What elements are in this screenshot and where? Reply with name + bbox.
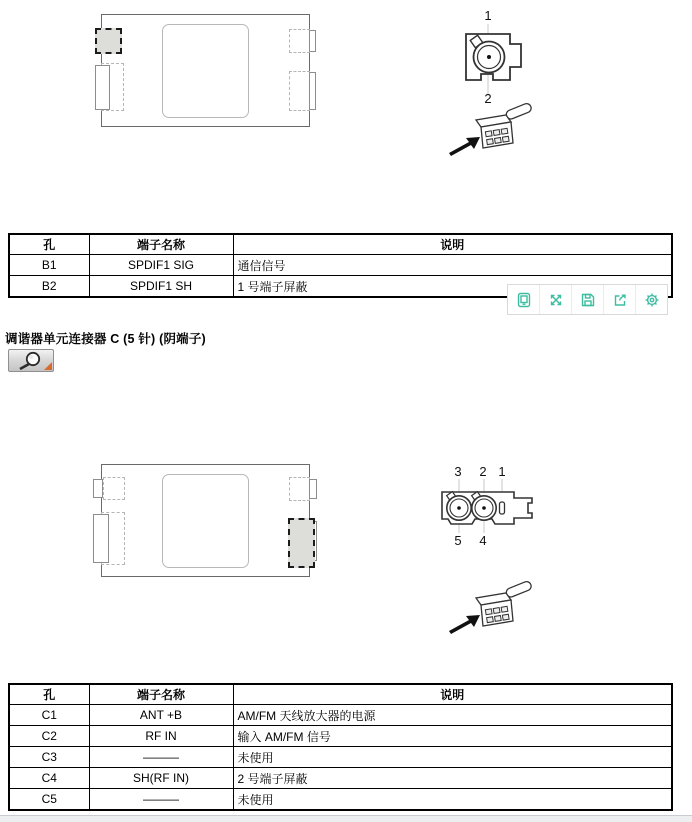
device-icon [516,292,532,308]
table-row [9,255,672,276]
save-button[interactable] [571,285,603,314]
connector-slot-tab [95,65,110,110]
desc-cell: AM/FM 天线放大器的电源 [233,705,672,726]
table-row [9,705,672,726]
share-button[interactable] [603,285,635,314]
name-cell: ANT +B [89,705,233,726]
desc-cell: 未使用 [233,747,672,768]
coax-center-pin [487,55,491,59]
unit-center-block [162,24,249,118]
device-button[interactable] [508,285,539,314]
pin-cell: C1 [9,705,89,726]
terminal-slot [500,502,505,514]
table-row [9,726,672,747]
table-header-row [9,234,672,255]
connector-c-highlight [288,518,315,568]
pin-label: 1 [484,8,492,23]
col-header-pin: 孔 [9,234,89,255]
unit-center-block [162,474,249,568]
col-header-name: 端子名称 [89,684,233,705]
fullscreen-button[interactable] [539,285,571,314]
pointer-arrow-icon [449,137,480,156]
name-cell: SH(RF IN) [89,768,233,789]
dropdown-corner-mark [44,362,52,370]
unit-location-diagram-b [90,12,320,132]
coax-center-pin [457,506,461,510]
pin-label: 2 [479,464,487,479]
connector-c-pinout-table [8,683,673,811]
pin-cell: B2 [9,276,89,298]
name-cell: ——— [89,789,233,811]
settings-icon [644,292,660,308]
col-header-name: 端子名称 [89,234,233,255]
connector-c-face-diagram [438,464,538,549]
connector-slot-dashed [289,29,310,53]
connector-slot-dashed [289,71,310,111]
table-row [9,747,672,768]
connector-slot-tab [309,30,316,52]
connector-b-face-diagram [452,4,524,108]
pin-cell: C3 [9,747,89,768]
table-row [9,789,672,811]
connector-slot-tab [93,479,103,498]
pin-cell: B1 [9,255,89,276]
pin-label: 5 [454,533,462,548]
desc-cell: 未使用 [233,789,672,811]
col-header-desc: 说明 [233,234,672,255]
pin-cell: C4 [9,768,89,789]
coax-center-pin [482,506,486,510]
connector-slot-tab [309,72,316,110]
table-row [9,768,672,789]
enlarge-image-button[interactable] [8,349,54,372]
connector-slot-dashed [289,477,310,501]
unit-location-diagram-c [90,462,320,582]
name-cell: RF IN [89,726,233,747]
pin-cell: C2 [9,726,89,747]
connector-slot-tab [93,514,109,563]
connector-slot-dashed [103,477,125,500]
col-header-desc: 说明 [233,684,672,705]
pointer-arrow-icon [449,615,480,634]
fullscreen-icon [548,292,564,308]
desc-cell: 1 号端子屏蔽 [233,276,672,298]
section-heading: 调谐器单元连接器 C (5 针) (阴端子) [5,332,206,346]
name-cell: ——— [89,747,233,768]
desc-cell: 2 号端子屏蔽 [233,768,672,789]
save-icon [580,292,596,308]
share-icon [612,292,628,308]
pin-label: 3 [454,464,462,479]
col-header-pin: 孔 [9,684,89,705]
name-cell: SPDIF1 SIG [89,255,233,276]
pin-label: 2 [484,91,492,106]
viewer-toolbar [507,284,668,315]
plug-boot [505,102,532,120]
table-header-row [9,684,672,705]
connector-plug-illustration [447,102,537,157]
connector-b-highlight [95,28,122,54]
plug-boot [505,580,532,598]
pin-cell: C5 [9,789,89,811]
settings-button[interactable] [635,285,667,314]
connector-slot-tab [309,479,317,499]
desc-cell: 通信信号 [233,255,672,276]
connector-plug-illustration [447,580,537,635]
pin-label: 4 [479,533,487,548]
bottom-page-strip [0,815,692,822]
pin-label: 1 [498,464,506,479]
name-cell: SPDIF1 SH [89,276,233,298]
desc-cell: 输入 AM/FM 信号 [233,726,672,747]
